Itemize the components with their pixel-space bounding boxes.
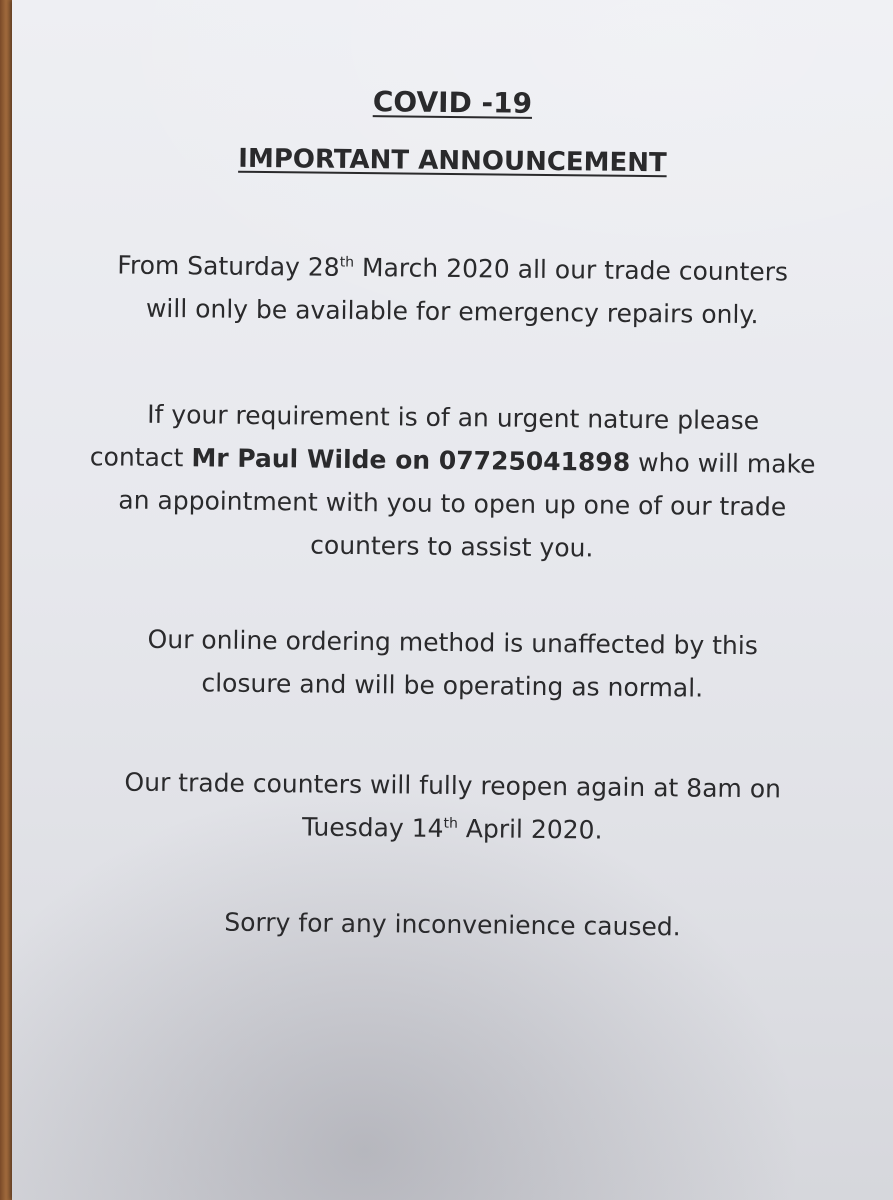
paragraph-reopening [52,760,854,854]
text-fragment: Tuesday 14 [301,812,444,843]
paragraph-line: counters to assist you. [310,530,594,563]
paragraph-trade-counters-closure [52,243,854,337]
notice-sheet [12,0,893,1200]
paragraph-urgent-contact [51,392,854,572]
ordinal-suffix: th [339,254,355,271]
paragraph-line [52,803,853,854]
notice-title: COVID -19 [372,85,533,120]
paragraph-line: an appointment with you to open up one of our trade [118,485,787,522]
paragraph-line: closure and will be operating as normal. [201,668,704,703]
paragraph-online-ordering [52,617,854,711]
text-fragment: who will make [630,447,816,479]
text-fragment: April 2020. [457,814,603,845]
paragraph-apology [52,899,853,950]
text-fragment: From Saturday 28 [117,250,340,282]
paragraph-line: Our online ordering method is unaffected by this [147,624,758,661]
paragraph-line: will only be available for emergency repairs only. [145,293,759,330]
text-fragment: contact [89,442,192,473]
paragraph-line: If your requirement is of an urgent nature please [147,399,760,436]
ordinal-suffix: th [443,815,459,832]
notice-subtitle: IMPORTANT ANNOUNCEMENT [238,143,667,179]
paragraph-line: Sorry for any inconvenience caused. [224,907,681,942]
paragraph-line: Our trade counters will fully reopen again at 8am on [124,767,782,804]
contact-name-phone: Mr Paul Wilde on 07725041898 [191,443,631,477]
text-fragment: March 2020 all our trade counters [353,252,789,287]
